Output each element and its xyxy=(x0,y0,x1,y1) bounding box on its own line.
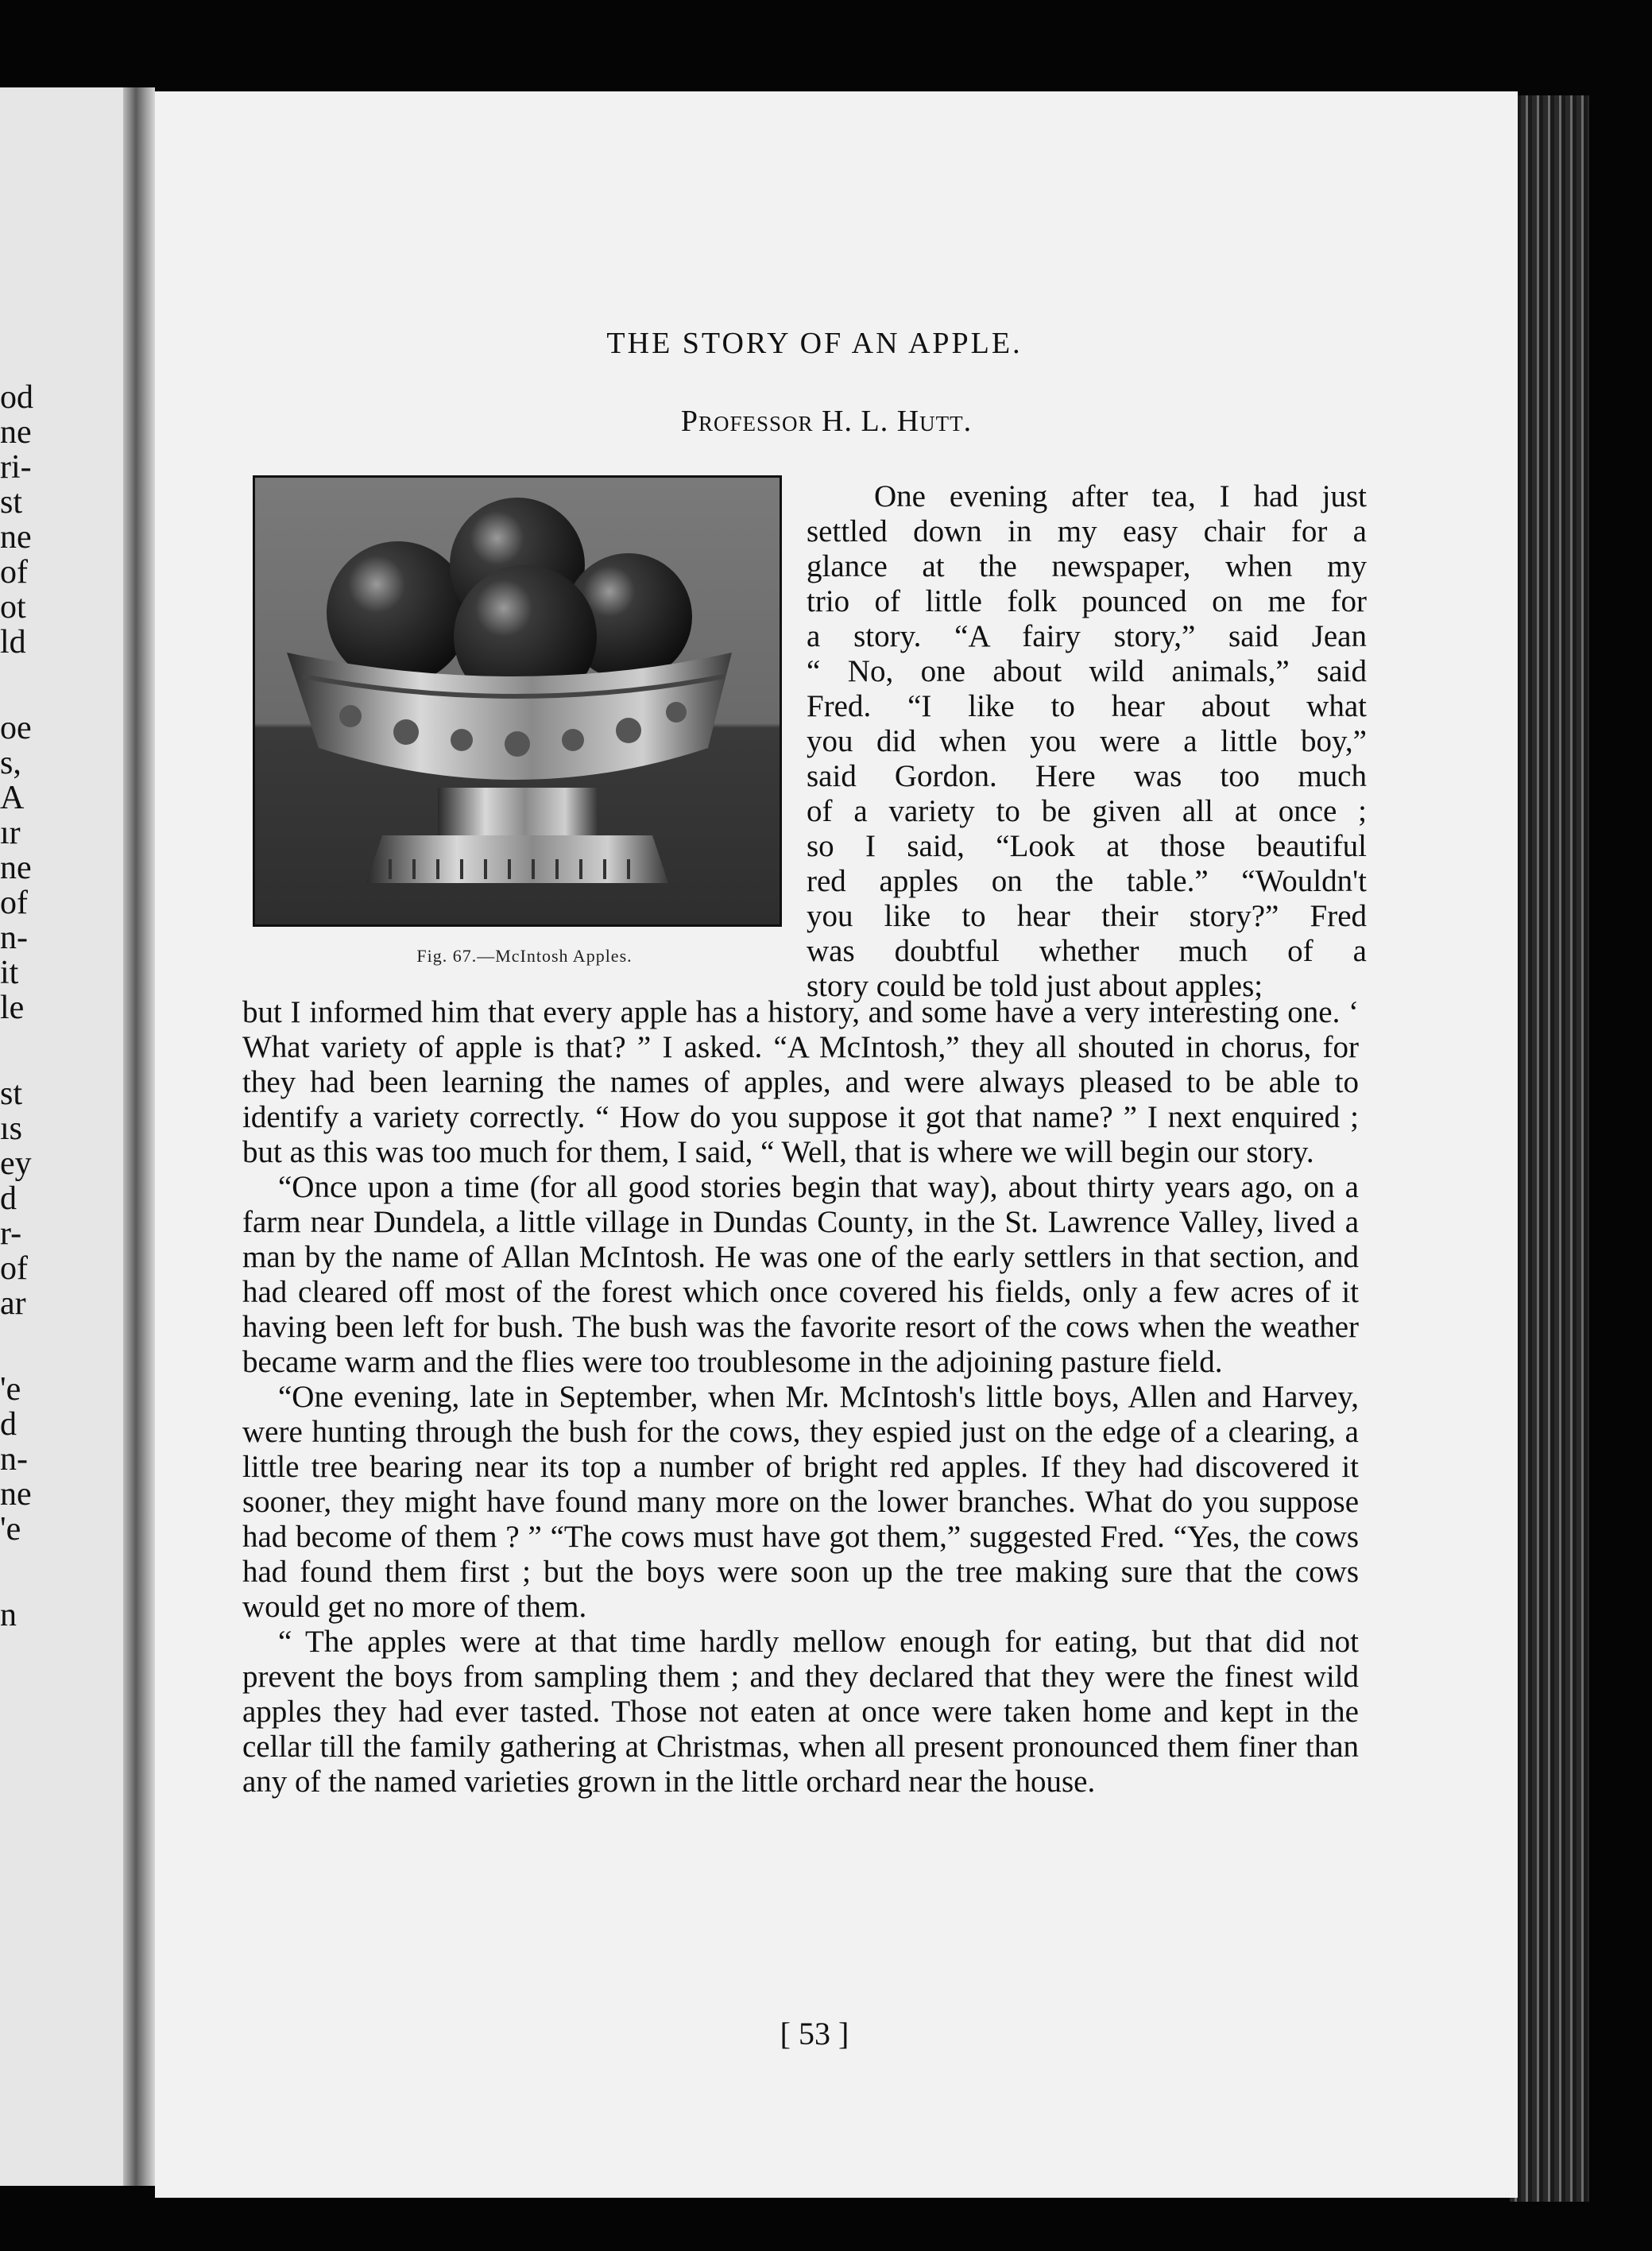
facing-page-fragment: od xyxy=(0,382,33,416)
facing-page-fragment: r- xyxy=(0,1218,22,1252)
facing-page-fragment xyxy=(0,1027,48,1078)
facing-page-fragment: le xyxy=(0,992,25,1026)
facing-page-text-fragments xyxy=(0,382,48,1634)
facing-page-fragment: ne xyxy=(0,1478,32,1513)
intro-line: settled down in my easy chair for a xyxy=(807,514,1367,548)
intro-line: was doubtful whether much of a xyxy=(807,934,1367,968)
paragraph-discovery: “One evening, late in September, when Mr. McIntosh's little boys, Allen and Harvey, were hunting through the bush for the cows, they espied just on the edge of a clearing, a little tree bearing near its top a number of bright red apples. If they had discovered it sooner, they might have found many more on the lower branches. What do you suppose had become of them ? ” “The cows must have got them,” suggested Fred. “Yes, the cows had found them first ; but the boys were soon up the tree making sure that the cows would get no more of them. xyxy=(242,1380,1359,1624)
facing-page-edge xyxy=(0,87,127,2186)
facing-page-fragment: d xyxy=(0,1183,17,1217)
book-page-edges xyxy=(1510,95,1589,2202)
facing-page-fragment: ot xyxy=(0,591,26,626)
facing-page-fragment: n- xyxy=(0,1443,28,1478)
intro-line: “ No, one about wild animals,” said xyxy=(807,654,1367,688)
facing-page-fragment: it xyxy=(0,957,19,991)
page-number: [ 53 ] xyxy=(780,2016,849,2051)
facing-page-fragment: d xyxy=(0,1408,17,1443)
intro-continuation: but I informed him that every apple has a history, and some have a very interesting one. ‘ What variety of apple is that? ” I asked. “A McIntosh,” they all shouted in chorus, for they had been learning the names of apples, and were always pleased to be able to identify a variety correctly. “ How do you suppose it got that name? ” I next enquired ; but as this was too much for them, I said, “ Well, that is where we will begin our story. xyxy=(242,995,1359,1169)
facing-page-fragment: ri- xyxy=(0,451,32,486)
book-gutter xyxy=(123,87,155,2186)
intro-line: you did when you were a little boy,” xyxy=(807,724,1367,758)
facing-page-fragment: ne xyxy=(0,852,32,886)
mcintosh-apples-photo xyxy=(253,475,782,927)
facing-page-fragment: st xyxy=(0,486,23,521)
facing-page-fragment: s, xyxy=(0,747,21,781)
facing-page-fragment: ey xyxy=(0,1148,32,1182)
facing-page-fragment xyxy=(0,661,48,712)
facing-page-fragment: of xyxy=(0,556,28,591)
intro-line: trio of little folk pounced on me for xyxy=(807,584,1367,618)
paragraph-tasting: “ The apples were at that time hardly mellow enough for eating, but that did not prevent the boys from sampling them ; and they declared that they were the finest wild apples they had ever tasted. Those not eaten at once were taken home and kept in the cellar till the family gathering at Christmas, when all present pronounced them finer than any of the named varieties grown in the little orchard near the house. xyxy=(242,1625,1359,1799)
intro-line: a story. “A fairy story,” said Jean xyxy=(807,619,1367,653)
facing-page-fragment: 'e xyxy=(0,1373,21,1408)
intro-line: said Gordon. Here was too much xyxy=(807,759,1367,793)
facing-page-fragment: ld xyxy=(0,626,26,661)
facing-page-fragment: ar xyxy=(0,1288,26,1322)
intro-line: Fred. “I like to hear about what xyxy=(807,689,1367,723)
facing-page-fragment: ne xyxy=(0,416,32,451)
article-author: Professor H. L. Hutt. xyxy=(680,405,973,438)
facing-page-fragment: n- xyxy=(0,922,28,956)
facing-page-fragment: st xyxy=(0,1078,23,1112)
intro-line: of a variety to be given all at once ; xyxy=(807,794,1367,828)
article-intro-column xyxy=(807,479,1367,1004)
facing-page-fragment: 'e xyxy=(0,1513,21,1548)
facing-page-fragment: ne xyxy=(0,521,32,556)
intro-line: you like to hear their story?” Fred xyxy=(807,899,1367,933)
facing-page-fragment: oe xyxy=(0,712,32,746)
facing-page-fragment xyxy=(0,1323,48,1373)
intro-line: story could be told just about apples; xyxy=(807,969,1263,1003)
facing-page-fragment: n xyxy=(0,1599,17,1633)
facing-page-fragment: ıs xyxy=(0,1113,23,1147)
intro-line: glance at the newspaper, when my xyxy=(807,549,1367,583)
facing-page-fragment: of xyxy=(0,887,28,921)
figure-caption: Fig. 67.—McIntosh Apples. xyxy=(416,946,633,966)
facing-page-fragment xyxy=(0,1548,48,1599)
intro-line: red apples on the table.” “Wouldn't xyxy=(807,864,1367,898)
apple-bowl-illustration xyxy=(255,478,780,924)
paragraph-dundela: “Once upon a time (for all good stories begin that way), about thirty years ago, on a farm near Dundela, a little village in Dundas County, in the St. Lawrence Valley, lived a man by the name of Allan McIntosh. He was one of the early settlers in that section, and had cleared off most of the forest which once covered his fields, only a few acres of it having been left for bush. The bush was the favorite resort of the cows when the weather became warm and the flies were too troublesome in the adjoining pasture field. xyxy=(242,1170,1359,1379)
intro-line: so I said, “Look at those beautiful xyxy=(807,829,1367,863)
article-body xyxy=(242,995,1359,1800)
article-title: THE STORY OF AN APPLE. xyxy=(606,327,1023,360)
intro-line: One evening after tea, I had just xyxy=(874,479,1367,513)
facing-page-fragment: A xyxy=(0,782,25,816)
facing-page-fragment: of xyxy=(0,1253,28,1287)
facing-page-fragment: ır xyxy=(0,817,21,851)
